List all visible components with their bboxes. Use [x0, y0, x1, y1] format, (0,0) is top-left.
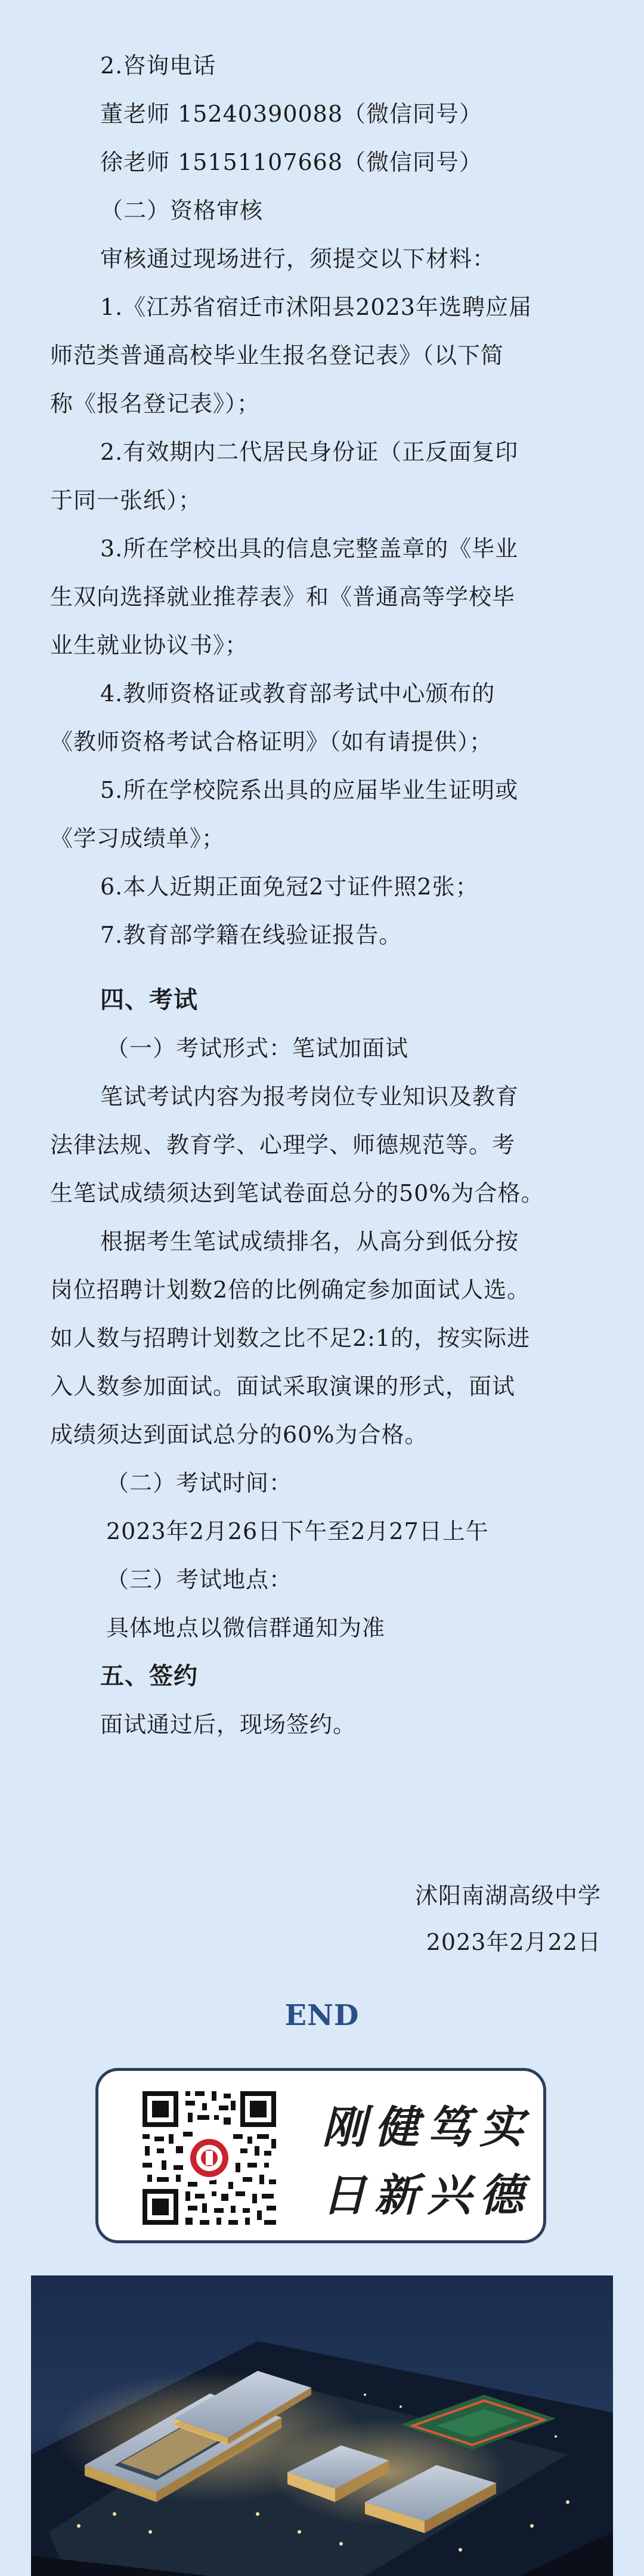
signature-date: 2023年2月22日	[426, 1929, 601, 1955]
contact-dong: 董老师 15240390088（微信同号）	[100, 101, 483, 127]
qr-code-icon	[140, 2089, 278, 2227]
material-4: 4.教师资格证或教育部考试中心颁布的	[100, 680, 496, 707]
school-emblem-icon	[187, 2135, 232, 2181]
contact-heading: 2.咨询电话	[100, 52, 216, 79]
exam-ranking-cont: 如人数与招聘计划数之比不足2:1的，按实际进	[50, 1325, 531, 1351]
exam-time: 2023年2月26日下午至2月27日上午	[106, 1518, 489, 1544]
exam-ranking-cont: 岗位招聘计划数2倍的比例确定参加面试人选。	[50, 1277, 531, 1303]
material-5-cont: 《学习成绩单》；	[50, 825, 225, 852]
material-1-cont: 称《报名登记表》）；	[50, 391, 261, 417]
exam-ranking: 根据考生笔试成绩排名，从高分到低分按	[100, 1228, 519, 1255]
material-2: 2.有效期内二代居民身份证（正反面复印	[100, 439, 519, 465]
motto-line-1: 刚健笃实	[322, 2102, 532, 2153]
material-4-cont: 《教师资格考试合格证明》（如有请提供）；	[50, 729, 493, 755]
material-1: 1.《江苏省宿迁市沭阳县2023年选聘应届	[100, 294, 532, 320]
exam-written-content-cont: 法律法规、教育学、心理学、师德规范等。考	[50, 1132, 516, 1158]
material-3-cont: 业生就业协议书》；	[50, 632, 249, 658]
material-6: 6.本人近期正面免冠2寸证件照2张；	[100, 874, 479, 900]
exam-form: （一）考试形式：笔试加面试	[106, 1035, 409, 1061]
qualification-intro: 审核通过现场进行，须提交以下材料：	[100, 246, 496, 272]
material-7: 7.教育部学籍在线验证报告。	[100, 922, 402, 948]
campus-illustration	[31, 2275, 613, 2576]
campus-night-rendering	[31, 2275, 613, 2576]
contact-xu: 徐老师 15151107668（微信同号）	[100, 149, 483, 175]
exam-written-content-cont: 生笔试成绩须达到笔试卷面总分的50%为合格。	[50, 1180, 544, 1206]
school-name: 沭阳南湖高级中学	[414, 1883, 601, 1909]
material-5: 5.所在学校院系出具的应届毕业生证明或	[100, 777, 519, 803]
exam-location: 具体地点以微信群通知为准	[106, 1615, 386, 1641]
sign-text: 面试通过后，现场签约。	[100, 1711, 357, 1738]
exam-location-heading: （三）考试地点：	[106, 1566, 293, 1593]
material-3: 3.所在学校出具的信息完整盖章的《毕业	[100, 535, 519, 562]
motto-line-2: 日新兴德	[322, 2170, 532, 2221]
sign-heading: 五、签约	[100, 1662, 198, 1690]
signature-block	[415, 1872, 601, 1965]
end-mark: END	[284, 1999, 360, 2032]
material-1-cont: 师范类普通高校毕业生报名登记表》（以下简	[50, 342, 504, 369]
exam-ranking-cont: 成绩须达到面试总分的60%为合格。	[50, 1422, 428, 1448]
exam-written-content: 笔试考试内容为报考岗位专业知识及教育	[100, 1083, 519, 1110]
exam-time-heading: （二）考试时间：	[106, 1470, 293, 1496]
material-3-cont: 生双向选择就业推荐表》和《普通高等学校毕	[50, 584, 516, 610]
qualification-heading: （二）资格审核	[100, 197, 264, 224]
material-2-cont: 于同一张纸）；	[50, 487, 202, 513]
exam-ranking-cont: 入人数参加面试。面试采取演课的形式，面试	[50, 1373, 516, 1400]
notice-body	[50, 42, 599, 1749]
exam-heading: 四、考试	[100, 986, 198, 1014]
qr-card	[95, 2068, 546, 2243]
